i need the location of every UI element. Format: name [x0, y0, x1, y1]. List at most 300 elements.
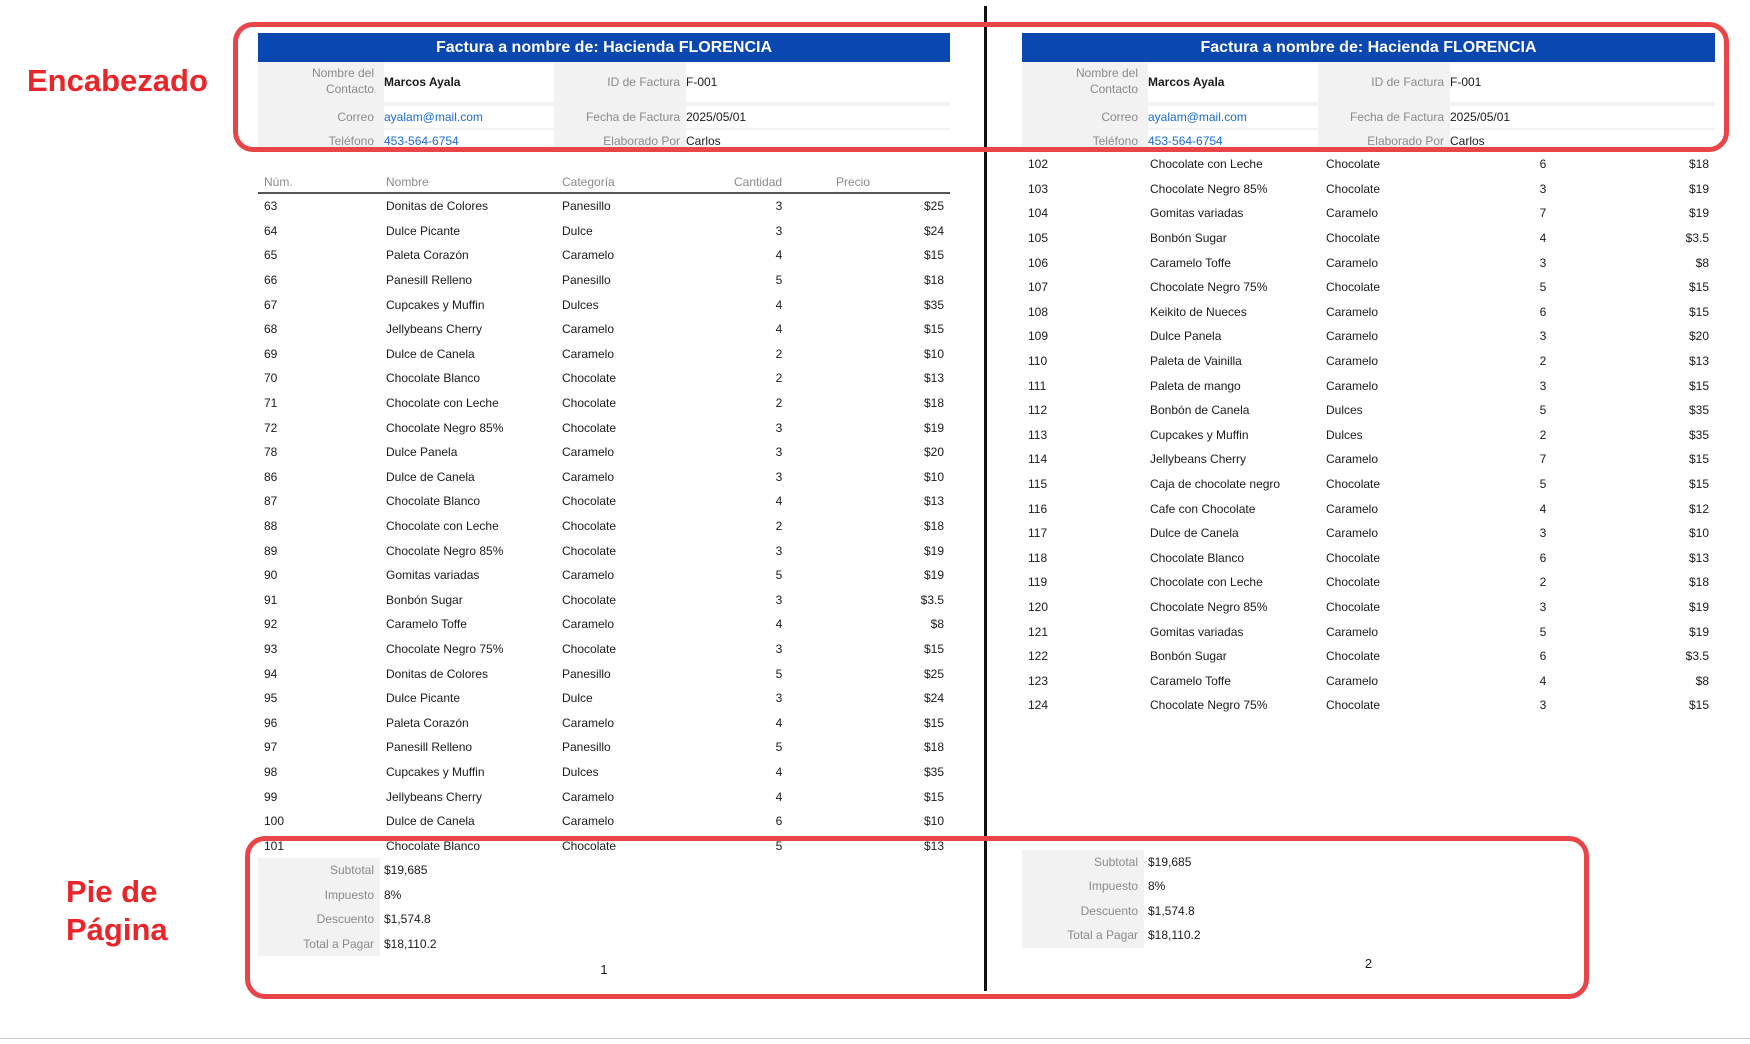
row-name: Paleta de Vainilla — [1150, 354, 1242, 369]
row-num: 124 — [1028, 698, 1049, 713]
row-category: Panesillo — [562, 740, 611, 755]
row-price: $15 — [923, 322, 944, 337]
table-row — [258, 760, 950, 785]
row-num: 119 — [1028, 575, 1048, 590]
row-category: Chocolate — [562, 838, 617, 853]
table-row — [258, 465, 950, 490]
row-price: $35 — [1688, 427, 1709, 442]
row-qty: 5 — [1539, 280, 1547, 295]
table-row — [258, 366, 950, 391]
row-category: Dulce — [562, 223, 593, 238]
email-link[interactable]: ayalam@mail.com — [1148, 106, 1318, 128]
row-category: Dulces — [1326, 427, 1363, 442]
row-num: 101 — [264, 838, 285, 853]
table-row — [1022, 423, 1715, 448]
discount-label: Descuento — [258, 907, 380, 932]
phone-link[interactable]: 453-564-6754 — [384, 130, 554, 152]
prepared-by-label: Elaborado Por — [603, 134, 680, 148]
row-num: 107 — [1028, 280, 1049, 295]
row-category: Caramelo — [1326, 452, 1379, 467]
row-num: 67 — [264, 297, 278, 312]
row-qty: 3 — [1539, 698, 1547, 713]
row-name: Dulce de Canela — [386, 346, 475, 361]
row-qty: 3 — [1539, 181, 1547, 196]
row-name: Bonbón Sugar — [1150, 231, 1227, 246]
row-category: Caramelo — [1326, 255, 1379, 270]
row-category: Chocolate — [1326, 157, 1381, 172]
row-num: 86 — [264, 469, 278, 484]
row-name: Jellybeans Cherry — [386, 789, 483, 804]
row-num: 117 — [1028, 526, 1048, 541]
row-qty: 4 — [775, 789, 783, 804]
row-num: 102 — [1028, 157, 1049, 172]
row-category: Chocolate — [1326, 231, 1381, 246]
row-category: Caramelo — [562, 568, 615, 583]
row-name: Jellybeans Cherry — [386, 322, 483, 337]
row-qty: 3 — [775, 420, 783, 435]
row-name: Panesill Relleno — [386, 273, 473, 288]
row-qty: 6 — [1539, 550, 1547, 565]
row-qty: 3 — [775, 445, 783, 460]
row-price: $15 — [923, 641, 944, 656]
table-row — [1022, 447, 1715, 472]
tax-value: 8% — [384, 887, 402, 902]
row-num: 69 — [264, 346, 278, 361]
row-category: Chocolate — [1326, 575, 1381, 590]
row-name: Caja de chocolate negro — [1150, 477, 1281, 492]
row-price: $3.5 — [1685, 649, 1709, 664]
row-name: Gomitas variadas — [1150, 206, 1244, 221]
row-price: $20 — [923, 445, 944, 460]
row-price: $3.5 — [1685, 231, 1709, 246]
row-qty: 5 — [775, 568, 783, 583]
row-qty: 3 — [1539, 526, 1547, 541]
row-num: 112 — [1028, 403, 1048, 418]
page-number-2: 2 — [1364, 956, 1373, 972]
row-qty: 5 — [1539, 403, 1547, 418]
row-category: Panesillo — [562, 199, 611, 214]
row-name: Paleta Corazón — [386, 248, 469, 263]
row-num: 103 — [1028, 181, 1049, 196]
row-price: $15 — [1688, 698, 1709, 713]
row-price: $3.5 — [920, 592, 944, 607]
tax-label: Impuesto — [1022, 874, 1144, 899]
row-category: Caramelo — [562, 617, 615, 632]
row-num: 110 — [1028, 354, 1048, 369]
table-row — [258, 391, 950, 416]
table-row — [1022, 324, 1715, 349]
table-row — [1022, 300, 1715, 325]
row-qty: 3 — [775, 223, 783, 238]
row-qty: 5 — [775, 666, 783, 681]
contact-label: Nombre del Contacto — [1075, 66, 1138, 96]
row-name: Chocolate Blanco — [386, 494, 481, 509]
table-row — [258, 612, 950, 637]
row-num: 122 — [1028, 649, 1049, 664]
row-category: Chocolate — [562, 420, 617, 435]
row-num: 115 — [1028, 477, 1048, 492]
row-name: Cupcakes y Muffin — [386, 764, 485, 779]
row-qty: 4 — [775, 715, 783, 730]
row-qty: 4 — [775, 764, 783, 779]
row-num: 121 — [1028, 624, 1049, 639]
row-category: Dulces — [1326, 403, 1363, 418]
discount-label: Descuento — [1022, 899, 1144, 924]
row-price: $18 — [923, 273, 944, 288]
table-row — [258, 342, 950, 367]
table-row — [1022, 152, 1715, 177]
row-qty: 3 — [1539, 599, 1547, 614]
invoice-id-value: F-001 — [686, 62, 950, 102]
row-category: Panesillo — [562, 666, 611, 681]
row-price: $8 — [1695, 673, 1709, 688]
row-category: Chocolate — [562, 396, 617, 411]
total-label: Total a Pagar — [258, 932, 380, 957]
row-price: $15 — [1688, 378, 1709, 393]
table-row — [1022, 373, 1715, 398]
table-row — [1022, 250, 1715, 275]
row-category: Caramelo — [562, 715, 615, 730]
table-row — [258, 440, 950, 465]
row-qty: 6 — [775, 814, 783, 829]
contact-name: Marcos Ayala — [384, 62, 554, 102]
row-qty: 2 — [775, 371, 783, 386]
row-qty: 3 — [1539, 378, 1547, 393]
row-num: 93 — [264, 641, 278, 656]
row-qty: 5 — [775, 273, 783, 288]
table-row — [1022, 570, 1715, 595]
row-name: Caramelo Toffe — [1150, 255, 1231, 270]
row-num: 99 — [264, 789, 278, 804]
table-row — [258, 784, 950, 809]
row-name: Panesill Relleno — [386, 740, 473, 755]
total-value: $18,110.2 — [1148, 928, 1201, 943]
row-num: 87 — [264, 494, 278, 509]
row-num: 111 — [1028, 378, 1047, 393]
row-qty: 3 — [775, 641, 783, 656]
row-name: Bonbón de Canela — [1150, 403, 1250, 418]
col-name-header: Nombre — [380, 172, 556, 193]
row-name: Chocolate Negro 85% — [1150, 599, 1268, 614]
row-category: Chocolate — [1326, 477, 1381, 492]
phone-link[interactable]: 453-564-6754 — [1148, 130, 1318, 152]
row-qty: 2 — [1539, 354, 1547, 369]
row-price: $15 — [923, 715, 944, 730]
table-row — [1022, 521, 1715, 546]
invoice-page-2 — [1022, 33, 1715, 971]
row-category: Chocolate — [562, 519, 617, 534]
row-num: 96 — [264, 715, 278, 730]
row-num: 116 — [1028, 501, 1048, 516]
row-price: $18 — [923, 519, 944, 534]
col-price-header: Precio — [830, 172, 950, 193]
row-qty: 4 — [1539, 673, 1547, 688]
table-row — [258, 637, 950, 662]
row-num: 63 — [264, 199, 278, 214]
row-num: 109 — [1028, 329, 1049, 344]
row-name: Gomitas variadas — [1150, 624, 1244, 639]
row-name: Cupcakes y Muffin — [386, 297, 485, 312]
discount-value: $1,574.8 — [1148, 903, 1195, 918]
row-num: 71 — [264, 396, 278, 411]
invoice-title: Factura a nombre de: Hacienda FLORENCIA — [1022, 33, 1715, 62]
subtotal-value: $19,685 — [384, 863, 428, 878]
invoice-date-value: 2025/05/01 — [686, 106, 950, 128]
row-category: Caramelo — [562, 322, 615, 337]
row-num: 123 — [1028, 673, 1049, 688]
table-row — [1022, 472, 1715, 497]
phone-label: Teléfono — [1092, 134, 1138, 148]
row-qty: 5 — [775, 740, 783, 755]
row-category: Caramelo — [1326, 501, 1379, 516]
row-category: Caramelo — [1326, 329, 1379, 344]
row-price: $10 — [923, 469, 944, 484]
table-row — [258, 219, 950, 244]
row-num: 105 — [1028, 231, 1049, 246]
email-label: Correo — [1101, 110, 1138, 124]
items-table-page-1 — [258, 172, 950, 858]
table-row — [258, 661, 950, 686]
invoice-date-label: Fecha de Factura — [1349, 110, 1444, 124]
invoice-id-label: ID de Factura — [607, 75, 680, 89]
row-price: $15 — [1688, 280, 1709, 295]
row-num: 78 — [264, 445, 278, 460]
row-qty: 3 — [1539, 255, 1547, 270]
total-label: Total a Pagar — [1022, 923, 1144, 948]
table-header-row — [258, 172, 950, 193]
row-num: 72 — [264, 420, 278, 435]
table-row — [258, 292, 950, 317]
table-row — [1022, 619, 1715, 644]
row-name: Dulce Picante — [386, 223, 461, 238]
row-qty: 4 — [775, 248, 783, 263]
row-name: Chocolate con Leche — [1150, 157, 1263, 172]
row-name: Cafe con Chocolate — [1150, 501, 1256, 516]
row-name: Chocolate Negro 85% — [386, 420, 504, 435]
row-qty: 2 — [775, 396, 783, 411]
row-price: $8 — [930, 617, 944, 632]
row-price: $10 — [1688, 526, 1709, 541]
row-num: 113 — [1028, 427, 1048, 442]
row-price: $15 — [1688, 452, 1709, 467]
row-category: Caramelo — [562, 814, 615, 829]
email-link[interactable]: ayalam@mail.com — [384, 106, 554, 128]
col-num-header: Núm. — [258, 172, 380, 193]
row-category: Chocolate — [1326, 698, 1381, 713]
row-price: $12 — [1688, 501, 1709, 516]
table-row — [258, 415, 950, 440]
row-name: Dulce Panela — [386, 445, 458, 460]
row-price: $15 — [1688, 477, 1709, 492]
row-num: 91 — [264, 592, 278, 607]
invoice-id-label: ID de Factura — [1371, 75, 1444, 89]
row-name: Chocolate Blanco — [386, 371, 481, 386]
table-row — [258, 538, 950, 563]
row-name: Caramelo Toffe — [386, 617, 467, 632]
row-qty: 7 — [1539, 452, 1547, 467]
row-category: Chocolate — [562, 641, 617, 656]
row-num: 70 — [264, 371, 278, 386]
prepared-by-label: Elaborado Por — [1367, 134, 1444, 148]
tax-label: Impuesto — [258, 883, 380, 908]
row-price: $19 — [1688, 624, 1709, 639]
row-num: 104 — [1028, 206, 1049, 221]
row-price: $19 — [923, 543, 944, 558]
row-category: Dulce — [562, 691, 593, 706]
row-name: Gomitas variadas — [386, 568, 480, 583]
row-price: $15 — [923, 248, 944, 263]
row-price: $24 — [923, 223, 944, 238]
row-category: Chocolate — [562, 592, 617, 607]
row-category: Chocolate — [1326, 599, 1381, 614]
row-qty: 5 — [775, 838, 783, 853]
row-category: Caramelo — [1326, 206, 1379, 221]
table-row — [258, 514, 950, 539]
row-name: Chocolate Negro 85% — [1150, 181, 1268, 196]
contact-name: Marcos Ayala — [1148, 62, 1318, 102]
row-qty: 2 — [775, 346, 783, 361]
row-category: Chocolate — [562, 494, 617, 509]
row-category: Dulces — [562, 764, 599, 779]
table-row — [258, 809, 950, 834]
row-category: Caramelo — [1326, 526, 1379, 541]
row-name: Chocolate Blanco — [386, 838, 481, 853]
row-num: 98 — [264, 764, 278, 779]
row-price: $35 — [1688, 403, 1709, 418]
row-price: $19 — [1688, 206, 1709, 221]
annotation-footer-label — [66, 873, 168, 949]
row-category: Chocolate — [1326, 280, 1381, 295]
bottom-rule — [0, 1038, 1750, 1039]
table-row — [258, 588, 950, 613]
invoice-date-label: Fecha de Factura — [585, 110, 680, 124]
row-category: Chocolate — [562, 543, 617, 558]
row-num: 100 — [264, 814, 285, 829]
row-name: Chocolate con Leche — [386, 396, 499, 411]
row-category: Chocolate — [562, 371, 617, 386]
row-num: 89 — [264, 543, 278, 558]
table-row — [258, 686, 950, 711]
row-name: Bonbón Sugar — [1150, 649, 1227, 664]
invoice-id-value: F-001 — [1450, 62, 1715, 102]
row-name: Chocolate con Leche — [1150, 575, 1263, 590]
row-qty: 3 — [775, 199, 783, 214]
row-category: Chocolate — [1326, 181, 1381, 196]
email-label: Correo — [337, 110, 374, 124]
footer-highlight-frame — [245, 836, 1589, 999]
row-qty: 4 — [775, 617, 783, 632]
row-num: 64 — [264, 223, 278, 238]
row-price: $10 — [923, 346, 944, 361]
row-qty: 3 — [775, 592, 783, 607]
table-row — [1022, 496, 1715, 521]
row-category: Caramelo — [1326, 624, 1379, 639]
row-qty: 2 — [1539, 427, 1547, 442]
row-category: Caramelo — [562, 346, 615, 361]
row-price: $25 — [923, 666, 944, 681]
row-num: 92 — [264, 617, 278, 632]
row-qty: 4 — [775, 494, 783, 509]
row-num: 106 — [1028, 255, 1049, 270]
total-value: $18,110.2 — [384, 936, 437, 951]
table-row — [1022, 398, 1715, 423]
row-name: Chocolate con Leche — [386, 519, 499, 534]
invoice-title: Factura a nombre de: Hacienda FLORENCIA — [258, 33, 950, 62]
row-price: $18 — [923, 740, 944, 755]
row-qty: 3 — [775, 691, 783, 706]
row-num: 94 — [264, 666, 278, 681]
row-qty: 6 — [1539, 304, 1547, 319]
row-category: Chocolate — [1326, 550, 1381, 565]
table-row — [258, 563, 950, 588]
invoice-date-value: 2025/05/01 — [1450, 106, 1715, 128]
contact-label: Nombre del Contacto — [311, 66, 374, 96]
row-price: $13 — [923, 838, 944, 853]
row-name: Paleta Corazón — [386, 715, 469, 730]
row-qty: 5 — [1539, 477, 1547, 492]
row-name: Keikito de Nueces — [1150, 304, 1247, 319]
row-name: Chocolate Negro 85% — [386, 543, 504, 558]
discount-value: $1,574.8 — [384, 912, 431, 927]
row-num: 90 — [264, 568, 278, 583]
row-name: Paleta de mango — [1150, 378, 1241, 393]
row-num: 120 — [1028, 599, 1049, 614]
row-qty: 2 — [1539, 575, 1547, 590]
row-price: $13 — [923, 494, 944, 509]
row-name: Chocolate Negro 75% — [1150, 698, 1268, 713]
table-row — [258, 735, 950, 760]
row-category: Caramelo — [562, 789, 615, 804]
row-qty: 7 — [1539, 206, 1547, 221]
row-price: $13 — [1688, 354, 1709, 369]
row-price: $18 — [923, 396, 944, 411]
col-qty-header: Cantidad — [728, 172, 830, 193]
row-price: $15 — [1688, 304, 1709, 319]
row-price: $20 — [1688, 329, 1709, 344]
row-price: $15 — [923, 789, 944, 804]
table-row — [1022, 201, 1715, 226]
tax-value: 8% — [1148, 879, 1166, 894]
row-name: Chocolate Blanco — [1150, 550, 1245, 565]
row-qty: 6 — [1539, 157, 1547, 172]
table-row — [258, 193, 950, 219]
row-price: $10 — [923, 814, 944, 829]
table-row — [1022, 349, 1715, 374]
prepared-by-value: Carlos — [1450, 130, 1715, 152]
row-price: $13 — [1688, 550, 1709, 565]
items-table-page-2 — [1022, 152, 1715, 718]
row-category: Caramelo — [1326, 378, 1379, 393]
prepared-by-value: Carlos — [686, 130, 950, 152]
subtotal-value: $19,685 — [1148, 854, 1192, 869]
page-number-1: 1 — [600, 962, 608, 978]
row-qty: 2 — [775, 519, 783, 534]
table-row — [258, 317, 950, 342]
row-num: 95 — [264, 691, 278, 706]
row-qty: 6 — [1539, 649, 1547, 664]
table-row — [1022, 693, 1715, 718]
row-category: Caramelo — [1326, 673, 1379, 688]
row-name: Cupcakes y Muffin — [1150, 427, 1249, 442]
row-name: Dulce de Canela — [386, 814, 475, 829]
header-highlight-frame — [233, 22, 1729, 152]
row-price: $13 — [923, 371, 944, 386]
col-category-header: Categoría — [556, 172, 728, 193]
row-num: 66 — [264, 273, 278, 288]
row-name: Dulce Picante — [386, 691, 461, 706]
row-price: $35 — [923, 297, 944, 312]
row-name: Donitas de Colores — [386, 199, 489, 214]
